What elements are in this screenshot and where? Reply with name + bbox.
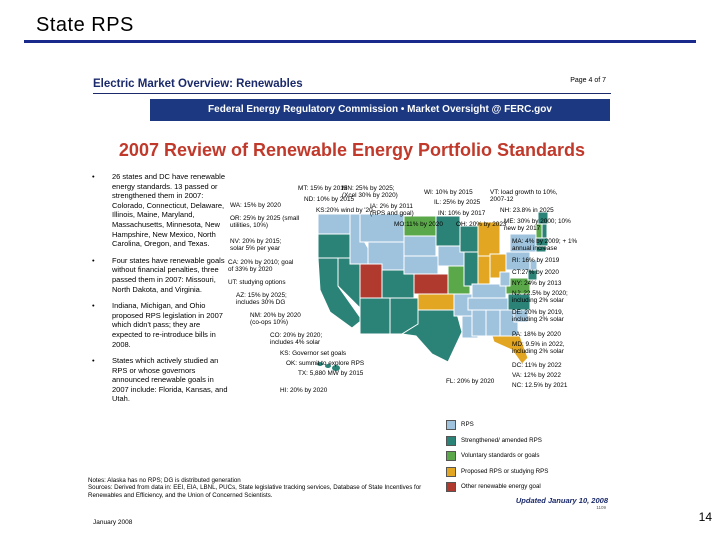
state-ut: [360, 264, 382, 298]
label-tx: TX: 5,880 MW by 2015: [298, 370, 364, 377]
doc-header-title: Electric Market Overview: Renewables: [93, 78, 303, 90]
label-ok: OK: summit to explore RPS: [286, 360, 365, 367]
state-sd: [404, 236, 436, 256]
label-oh: OH: 20% by 2023: [456, 221, 507, 228]
label-in: IN: 10% by 2017: [438, 210, 486, 217]
bullet-text: States which actively studied an RPS or whose governors announced renewable goals in 2007 include: Florida, Kansas, and Utah.: [112, 356, 228, 404]
sources-line: Sources: Derived from data in: EEI, EIA, LBNL, PUCs, State legislative tracking services, Database of State Incentives for Renewables and Efficiency, and the Union of Concerned Scientists.: [88, 484, 422, 499]
label-mn: MN: 25% by 2025; (Xcel 30% by 2020): [342, 185, 398, 200]
bullet-text: Four states have renewable goals without financial penalties, three passed them in 2007: Missouri, North Dakota, and Virginia.: [112, 255, 225, 294]
state-tn: [468, 298, 508, 310]
legend-swatch: [446, 482, 456, 492]
label-dc: DC: 11% by 2022: [512, 362, 562, 369]
label-nj: NJ: 22.5% by 2020; including 2% solar: [512, 290, 568, 305]
legend-label: Voluntary standards or goals: [461, 452, 540, 459]
label-il: IL: 25% by 2025: [434, 199, 481, 206]
state-ks: [414, 274, 448, 294]
label-nd: ND: 10% by 2015: [304, 196, 355, 203]
label-me: ME: 30% by 2000; 10% new by 2017: [504, 218, 571, 233]
label-md: MD: 9.5% in 2022, including 2% solar: [512, 341, 565, 356]
legend-item-rps: [446, 420, 548, 436]
state-wi: [460, 226, 478, 252]
label-nv: NV: 20% by 2015; solar 5% per year: [230, 238, 282, 253]
legend-swatch: [446, 451, 456, 461]
legend-item-proposed: [446, 467, 548, 483]
embedded-document: [88, 72, 616, 532]
legend-swatch: [446, 436, 456, 446]
doc-page-label: Page 4 of 7: [570, 77, 606, 84]
notes-line: Notes: Alaska has no RPS; DG is distributed generation: [88, 477, 241, 484]
legend-item-strengthened: [446, 436, 548, 452]
label-az: AZ: 15% by 2025; includes 30% DG: [236, 292, 287, 307]
doc-header-rule: [93, 93, 611, 94]
state-or: [318, 234, 350, 258]
page-number: 14: [698, 510, 712, 524]
label-de: DE: 20% by 2019, including 2% solar: [512, 309, 564, 324]
label-nc: NC: 12.5% by 2021: [512, 382, 568, 389]
legend-swatch: [446, 420, 456, 430]
bullet-text: 26 states and DC have renewable energy standards. 13 passed or strengthened them in 2007: Colorado, Connecticut, Delaware, Illinois, Maine, Maryland, Massachusetts, Minnesota, New Hampshire, New Mexico, North Carolina, Oregon, and Texas.: [112, 172, 225, 249]
ferc-band: Federal Energy Regulatory Commission • Market Oversight @ FERC.gov: [150, 99, 610, 121]
label-mt: MT: 15% by 2015: [298, 185, 348, 192]
label-nh: NH: 23.8% in 2025: [500, 207, 554, 214]
state-ok: [418, 294, 454, 310]
legend-label: Proposed RPS or studying RPS: [461, 467, 549, 475]
state-al: [486, 310, 500, 336]
label-hi: HI: 20% by 2020: [280, 387, 328, 394]
label-co: CO: 20% by 2020; includes 4% solar: [270, 332, 323, 347]
slide-title: State RPS: [36, 14, 134, 36]
legend-label: Other renewable energy goal: [461, 483, 541, 490]
label-ca: CA: 20% by 2010; goal of 33% by 2020: [228, 259, 294, 274]
label-pa: PA: 18% by 2020: [512, 331, 561, 338]
legend-label: Strengthened/ amended RPS: [461, 436, 542, 444]
label-ma: MA: 4% by 2009; + 1% annual increase: [512, 238, 578, 253]
label-ut: UT: studying options: [228, 279, 286, 286]
label-ny: NY: 24% by 2013: [512, 280, 562, 287]
doc-date: January 2008: [93, 519, 133, 526]
label-va: VA: 12% by 2022: [512, 372, 561, 379]
state-wv: [500, 272, 510, 286]
bullet-item: • Indiana, Michigan, and Ohio proposed RPS legislation in 2007 which didn't pass; they are expected to re-introduce bills in 2008.: [92, 301, 223, 349]
bullet-text: Indiana, Michigan, and Ohio proposed RPS legislation in 2007 which didn't pass; they are expected to re-introduce bills in 2008.: [112, 301, 223, 349]
legend-swatch: [446, 467, 456, 477]
bullet-item: • 26 states and DC have renewable energy standards. 13 passed or strengthened them in 2007: Colorado, Connecticut, Delaware, Illinois, Maine, Maryland, Massachusetts, Minnesota, New Hampshire, New Mexico, North Carolina, Oregon, and Texas.: [92, 172, 225, 249]
legend-label: RPS: [461, 421, 474, 428]
label-mo: MO:11% by 2020: [394, 221, 443, 228]
label-ia: IA: 2% by 2011 (RPS and goal): [370, 203, 414, 218]
updated-label: Updated January 10, 2008: [515, 496, 608, 505]
bullet-list: [88, 172, 228, 411]
label-ks-wind: KS:20% wind by '20: [316, 207, 373, 214]
state-ms: [472, 310, 486, 336]
label-wa: WA: 15% by 2020: [230, 202, 281, 209]
state-in: [478, 256, 490, 284]
label-ct: CT:27% by 2020: [512, 269, 559, 276]
state-wa: [318, 214, 350, 234]
label-vt: VT: load growth to 10%, 2007-12: [490, 189, 558, 204]
doc-main-title: 2007 Review of Renewable Energy Portfolio Standards: [118, 140, 586, 160]
state-il: [464, 252, 478, 286]
label-ri: RI: 16% by 2019: [512, 257, 560, 264]
map-legend: [446, 420, 548, 498]
label-nm: NM: 20% by 2020 (co-ops 10%): [250, 312, 301, 327]
label-ks: KS: Governor set goals: [280, 350, 347, 357]
doc-notes: [88, 477, 428, 499]
bullet-item: • Four states have renewable goals without financial penalties, three passed them in 2007: Missouri, North Dakota, and Virginia.: [92, 255, 225, 294]
label-or: OR: 25% by 2025 (small utilities, 10%): [230, 215, 300, 230]
bullet-item: • States which actively studied an RPS or whose governors announced renewable goals in 2007 include: Florida, Kansas, and Utah.: [92, 356, 228, 404]
state-az: [360, 298, 390, 334]
label-fl: FL: 20% by 2020: [446, 378, 495, 385]
title-rule: [24, 40, 696, 43]
label-wi: WI: 10% by 2015: [424, 189, 473, 196]
legend-item-voluntary: [446, 451, 548, 467]
doc-number: 1109: [596, 505, 606, 510]
state-ne: [404, 256, 438, 274]
